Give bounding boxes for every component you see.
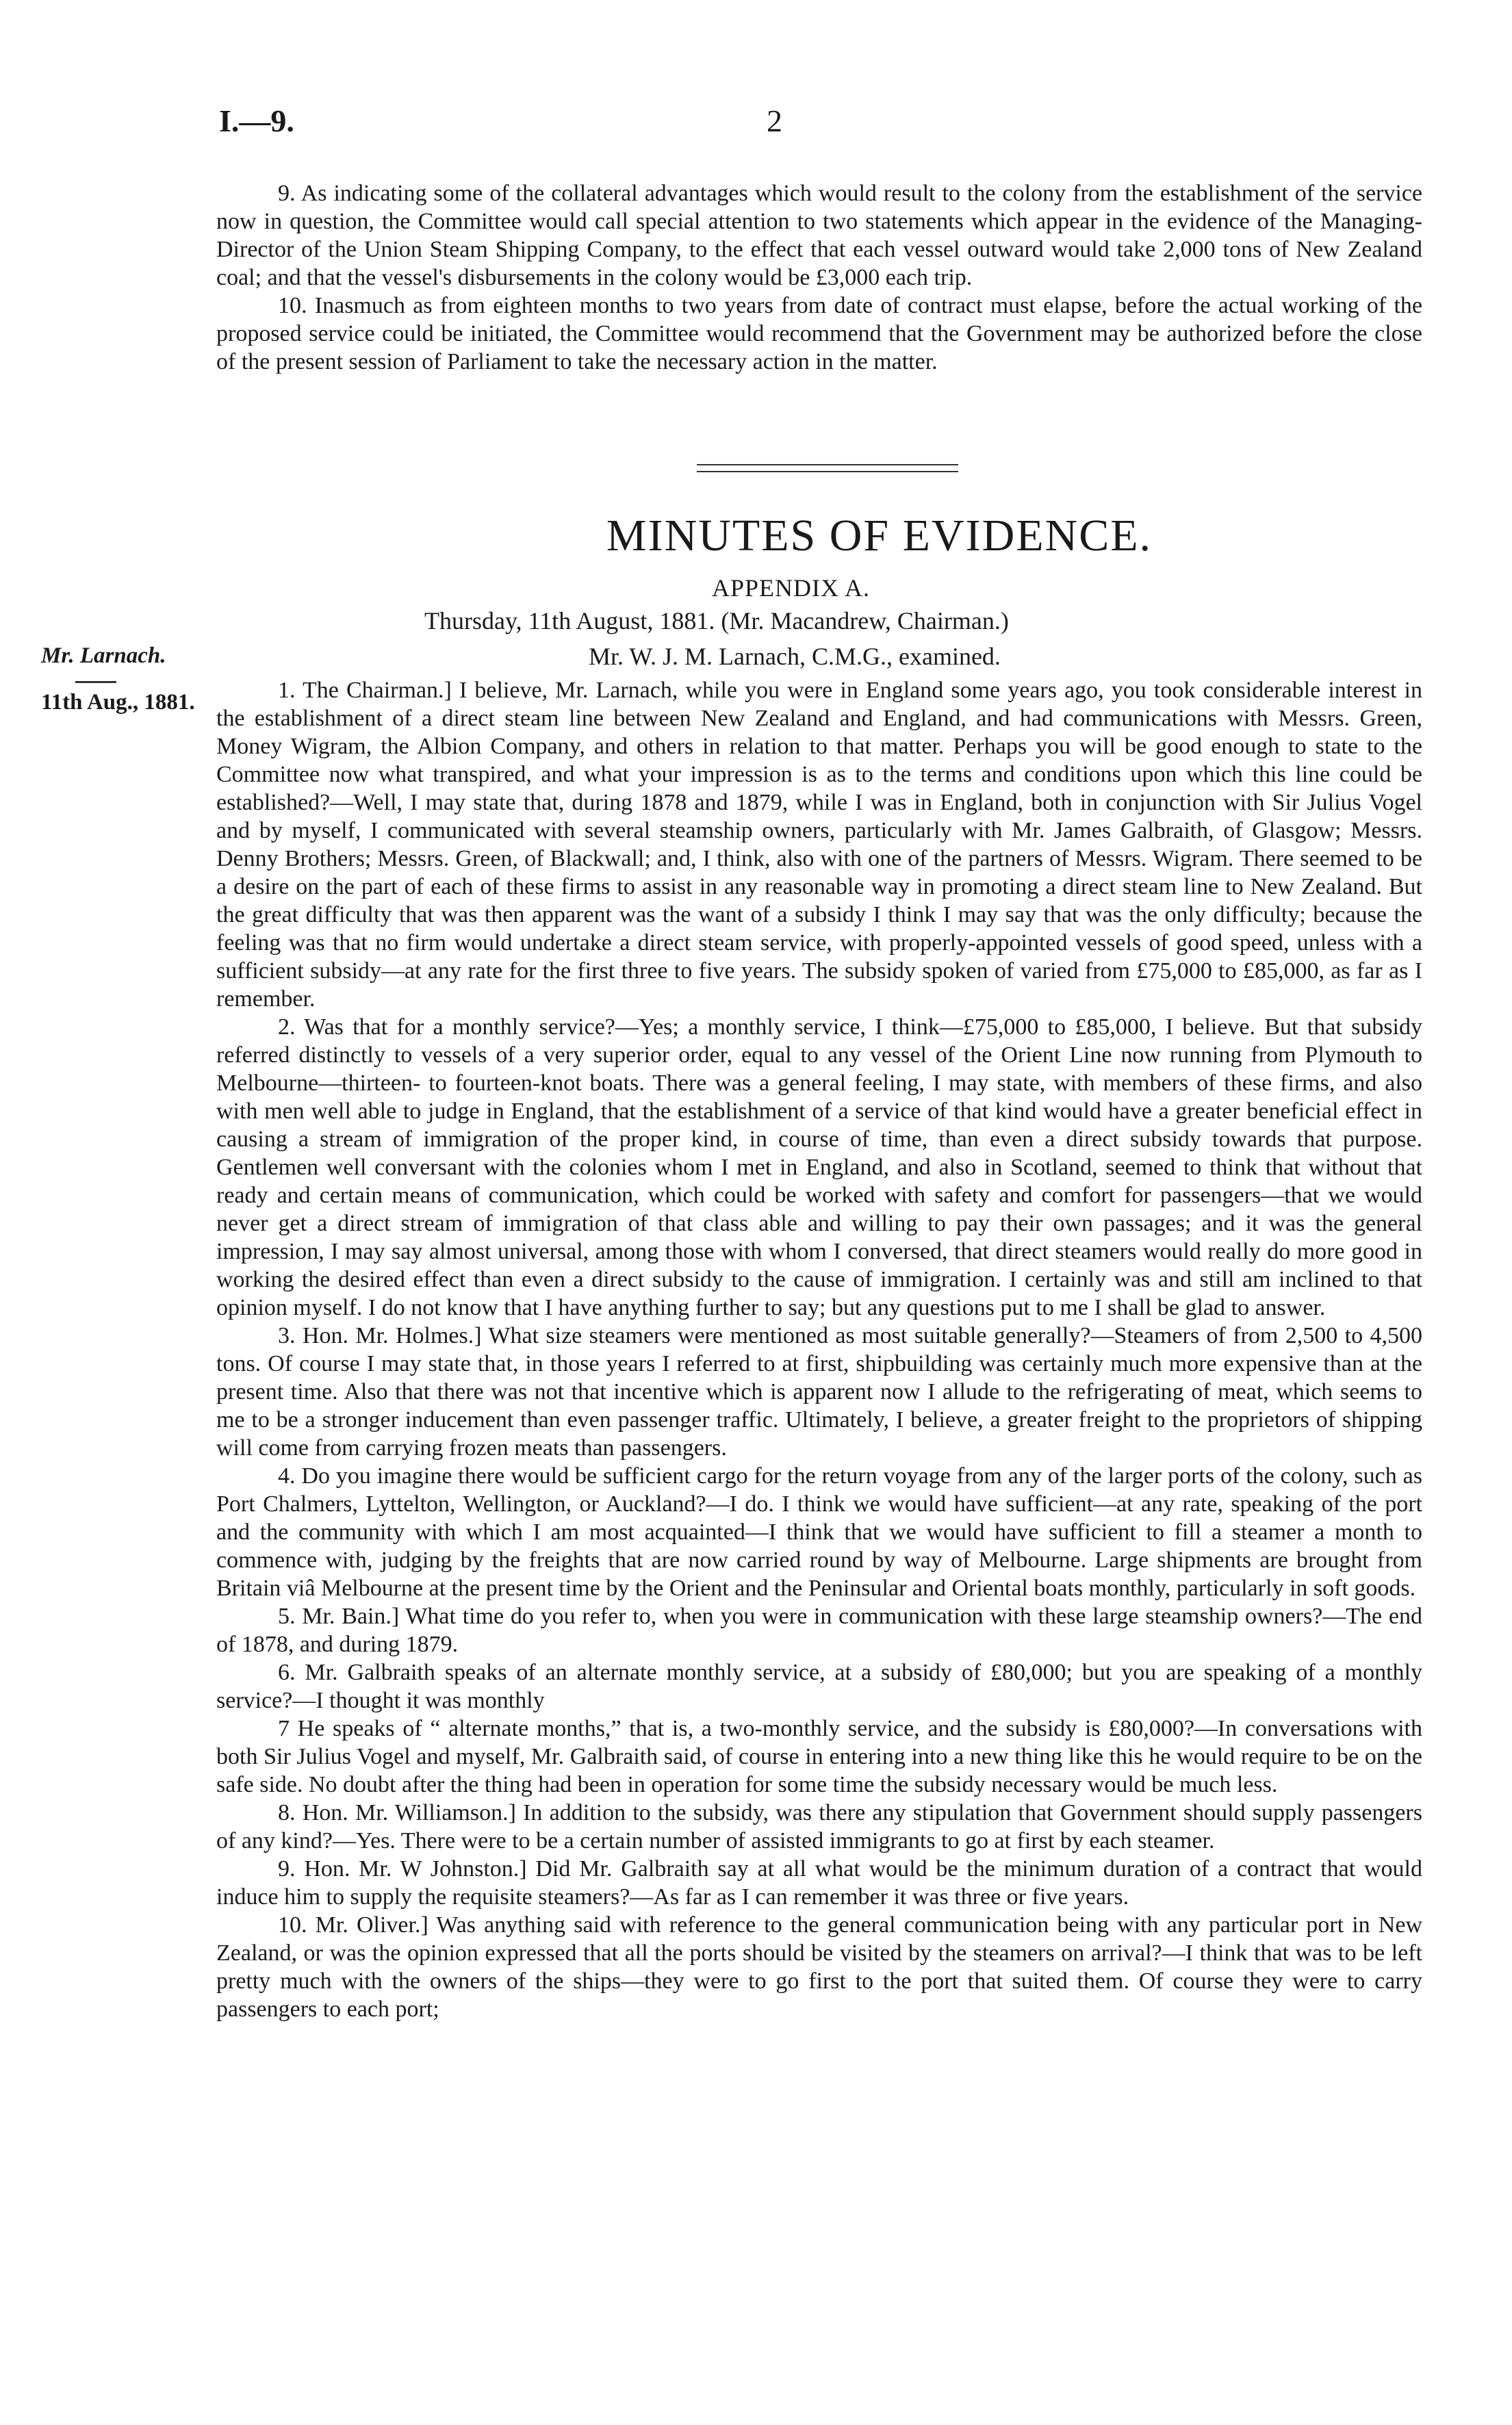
- committee-report-section: [216, 179, 1422, 376]
- evidence-paragraph: 8. Hon. Mr. Williamson.] In addition to the subsidy, was there any stipulation that Government should supply passengers of any kind?—Yes. There were to be a certain number of assisted immigrants to go at first by each steamer.: [216, 1800, 1422, 1853]
- evidence-paragraph: 6. Mr. Galbraith speaks of an alternate monthly service, at a subsidy of £80,000; but you are speaking of a monthly service?—I thought it was monthly: [216, 1660, 1422, 1713]
- evidence-paragraph: 9. Hon. Mr. W Johnston.] Did Mr. Galbraith say at all what would be the minimum duration of a contract that would induce him to supply the requisite steamers?—As far as I can remember it was three or five years.: [216, 1856, 1422, 1910]
- section-divider: [697, 464, 958, 465]
- report-paragraph: 9. As indicating some of the collateral advantages which would result to the colony from the establishment of the service now in question, the Committee would call special attention to two statements which appear in the evidence of the Managing-Director of the Union Steam Shipping Company, to the effect that each vessel outward would take 2,000 tons of New Zealand coal; and that the vessel's disbursements in the colony would be £3,000 each trip.: [216, 181, 1422, 290]
- session-dateline: Thursday, 11th August, 1881. (Mr. Macandrew, Chairman.): [424, 607, 1009, 634]
- section-title: MINUTES OF EVIDENCE.: [606, 511, 1153, 561]
- evidence-paragraph: 4. Do you imagine there would be sufficient cargo for the return voyage from any of the larger ports of the colony, such as Port Chalmers, Lyttelton, Wellington, or Auckland?—I do. I think we would have sufficient—at any rate, speaking of the port and the community with which I am most acquainted—I think that we would have sufficient to fill a steamer a month to commence with, judging by the freights that are now carried round by way of Melbourne. Large shipments are brought from Britain viâ Melbourne at the present time by the Orient and the Peninsular and Oriental boats monthly, particularly in soft goods.: [216, 1463, 1422, 1601]
- page-reference: I.—9.: [219, 103, 294, 138]
- evidence-paragraph: 7 He speaks of “ alternate months,” that is, a two-monthly service, and the subsidy is £80,000?—In conversations with both Sir Julius Vogel and myself, Mr. Galbraith said, of course in entering into a new thing like this he would require to be on the safe side. No doubt after the thing had been in operation for some time the subsidy necessary would be much less.: [216, 1716, 1422, 1797]
- witness-line: Mr. W. J. M. Larnach, C.M.G., examined.: [589, 643, 1001, 670]
- page-number: 2: [767, 103, 782, 138]
- evidence-body: [216, 676, 1422, 2023]
- margin-witness-name: Mr. Larnach.: [41, 643, 166, 668]
- section-divider: [697, 471, 958, 472]
- margin-date: 11th Aug., 1881.: [41, 690, 195, 715]
- evidence-paragraph: 1. The Chairman.] I believe, Mr. Larnach, while you were in England some years ago, you took considerable interest in the establishment of a direct steam line between New Zealand and England, and had communications with Messrs. Green, Money Wigram, the Albion Company, and others in relation to that matter. Perhaps you will be good enough to state to the Committee now what transpired, and what your impression is as to the terms and conditions upon which this line could be established?—Well, I may state that, during 1878 and 1879, while I was in England, both in conjunction with Sir Julius Vogel and by myself, I communicated with several steamship owners, particularly with Mr. James Galbraith, of Glasgow; Messrs. Denny Brothers; Messrs. Green, of Blackwall; and, I think, also with one of the partners of Messrs. Wigram. There seemed to be a desire on the part of each of these firms to assist in any reasonable way in promoting a direct steam line to New Zealand. But the great difficulty that was then apparent was the want of a subsidy I think I may say that was the only difficulty; because the feeling was that no firm would undertake a direct steam service, with properly-appointed vessels of good speed, unless with a sufficient subsidy—at any rate for the first three to five years. The subsidy spoken of varied from £75,000 to £85,000, as far as I remember.: [216, 678, 1422, 1012]
- evidence-paragraph: 5. Mr. Bain.] What time do you refer to, when you were in communication with these large steamship owners?—The end of 1878, and during 1879.: [216, 1604, 1422, 1657]
- evidence-paragraph: 3. Hon. Mr. Holmes.] What size steamers were mentioned as most suitable generally?—Steamers of from 2,500 to 4,500 tons. Of course I may state that, in those years I referred to at first, shipbuilding was certainly much more expensive than at the present time. Also that there was not that incentive which is apparent now I allude to the refrigerating of meat, which seems to me to be a stronger inducement than even passenger traffic. Ultimately, I believe, a greater freight to the proprietors of shipping will come from carrying frozen meats than passengers.: [216, 1323, 1422, 1461]
- appendix-heading: APPENDIX A.: [712, 574, 871, 602]
- evidence-paragraph: 10. Mr. Oliver.] Was anything said with reference to the general communication being with any particular port in New Zealand, or was the opinion expressed that all the ports should be visited by the steamers on arrival?—I think that was to be left pretty much with the owners of the ships—they were to go first to the port that suited them. Of course they were to carry passengers to each port;: [216, 1912, 1422, 2022]
- evidence-paragraph: 2. Was that for a monthly service?—Yes; a monthly service, I think—£75,000 to £85,000, I believe. But that subsidy referred distinctly to vessels of a very superior order, equal to any vessel of the Orient Line now running from Plymouth to Melbourne—thirteen- to fourteen-knot boats. There was a general feeling, I may state, with members of these firms, and also with men well able to judge in England, that the establishment of a service of that kind would have a greater beneficial effect in causing a stream of immigration of the proper kind, in course of time, than even a direct subsidy towards that purpose. Gentlemen well conversant with the colonies whom I met in England, and also in Scotland, seemed to think that without that ready and certain means of communication, which could be worked with safety and comfort for passengers—that we would never get a direct stream of immigration of that class able and willing to pay their own passages; and it was the general impression, I may say almost universal, among those with whom I conversed, that direct steamers would really do more good in working the desired effect than even a direct subsidy to the cause of immigration. I certainly was and still am inclined to that opinion myself. I do not know that I have anything further to say; but any questions put to me I shall be glad to answer.: [216, 1014, 1422, 1320]
- margin-divider: [75, 681, 116, 683]
- report-paragraph: 10. Inasmuch as from eighteen months to two years from date of contract must elapse, before the actual working of the proposed service could be initiated, the Committee would recommend that the Government may be authorized before the close of the present session of Parliament to take the necessary action in the matter.: [216, 293, 1422, 374]
